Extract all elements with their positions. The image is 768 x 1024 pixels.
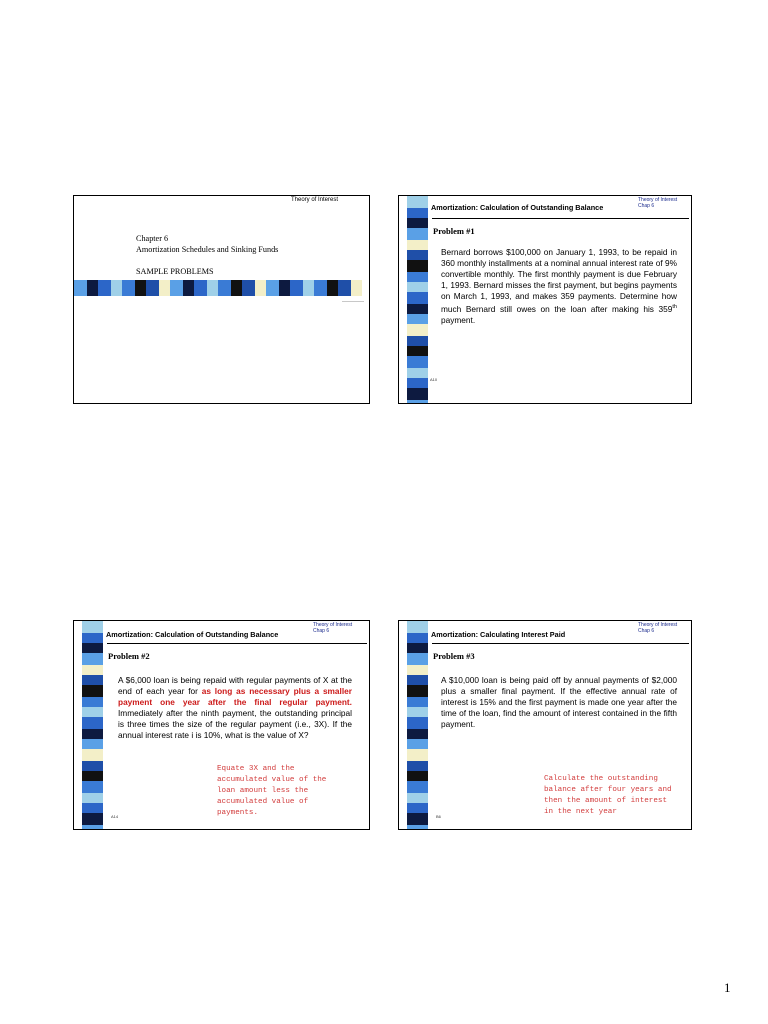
- strip-block: [122, 280, 135, 296]
- strip-block: [290, 280, 303, 296]
- decorative-strip: [407, 621, 428, 829]
- strip-block: [407, 739, 428, 749]
- slide-problem-1: [398, 195, 692, 404]
- strip-block: [407, 292, 428, 304]
- strip-block: [135, 280, 146, 296]
- slide-problem-2: [73, 620, 370, 830]
- strip-block: [407, 208, 428, 218]
- slide-title: [73, 195, 370, 404]
- strip-block: [82, 653, 103, 665]
- slide-title: Amortization: Calculation of Outstanding Balance: [431, 203, 604, 212]
- title-underline: [432, 643, 689, 644]
- page-number: 1: [724, 980, 731, 995]
- problem-title: Problem #3: [433, 651, 475, 661]
- strip-block: [407, 813, 428, 825]
- strip-block: [82, 717, 103, 729]
- strip-block: [407, 324, 428, 336]
- strip-block: [82, 739, 103, 749]
- strip-block: [82, 633, 103, 643]
- decorative-strip: [74, 280, 364, 296]
- strip-block: [82, 749, 103, 761]
- title-underline: [432, 218, 689, 219]
- strip-block: [82, 781, 103, 793]
- strip-block: [407, 781, 428, 793]
- strip-block: [279, 280, 290, 296]
- strip-block: [407, 240, 428, 250]
- strip-block: [82, 707, 103, 717]
- slide-header-text: Theory of Interest Chap 6: [313, 622, 353, 634]
- strip-block: [407, 282, 428, 292]
- strip-block: [183, 280, 194, 296]
- problem-text: A $6,000 loan is being repaid with regular payments of X at the end of each year for as long as necessary plus a smaller payment one year after the final regular payment. Immediately after the ninth payment, the outstanding principal is three times the size of the regular payment (i.e., 3X). If the annual interest rate i is 10%, what is the value of X?: [118, 675, 353, 741]
- strip-block: [407, 729, 428, 739]
- strip-block: [407, 388, 428, 400]
- strip-block: [407, 378, 428, 388]
- strip-block: [82, 813, 103, 825]
- strip-block: [82, 685, 103, 697]
- decorative-strip: [407, 196, 428, 403]
- strip-block: [407, 260, 428, 272]
- title-underline: [107, 643, 367, 644]
- strip-block: [407, 250, 428, 260]
- strip-block: [407, 336, 428, 346]
- hint-text: Equate 3X and the accumulated value of the loan amount less the accumulated value of payments.: [217, 765, 327, 818]
- strip-block: [407, 621, 428, 633]
- strip-block: [82, 761, 103, 771]
- chapter-label: Chapter 6: [136, 234, 169, 243]
- strip-block: [407, 761, 428, 771]
- strip-block: [407, 793, 428, 803]
- hint-text: Calculate the outstanding balance after four years and then the amount of interest in the next year: [544, 775, 672, 817]
- strip-block: [266, 280, 279, 296]
- slide-header-text: Theory of Interest: [291, 197, 339, 203]
- strip-block: [407, 697, 428, 707]
- problem-title: Problem #2: [108, 651, 150, 661]
- slide-id: B6: [436, 814, 441, 819]
- strip-block: [407, 346, 428, 356]
- strip-block: [87, 280, 98, 296]
- strip-block: [407, 643, 428, 653]
- strip-block: [407, 400, 428, 404]
- strip-block: [242, 280, 255, 296]
- strip-block: [407, 368, 428, 378]
- slide-title-block: [136, 233, 278, 277]
- strip-block: [82, 697, 103, 707]
- strip-block: [82, 675, 103, 685]
- sample-problems-heading: SAMPLE PROBLEMS: [136, 267, 214, 276]
- strip-block: [407, 749, 428, 761]
- strip-block: [82, 729, 103, 739]
- strip-block: [407, 675, 428, 685]
- strip-block: [303, 280, 314, 296]
- strip-block: [82, 621, 103, 633]
- strip-block: [111, 280, 122, 296]
- strip-block: [194, 280, 207, 296]
- strip-block: [314, 280, 327, 296]
- slide-title: Amortization: Calculation of Outstanding Balance: [106, 630, 279, 639]
- strip-block: [407, 653, 428, 665]
- strip-block: [407, 272, 428, 282]
- strip-block: [82, 793, 103, 803]
- problem-text: A $10,000 loan is being paid off by annual payments of $2,000 plus a smaller final payment. If the effective annual rate of interest is 15% and the first payment is made one year after the time of the loan, find the amount of interest contained in the fifth payment.: [441, 675, 677, 730]
- strip-block: [146, 280, 159, 296]
- strip-block: [407, 314, 428, 324]
- slide-header-text: Theory of Interest Chap 6: [638, 197, 678, 209]
- strip-block: [407, 304, 428, 314]
- strip-block: [407, 665, 428, 675]
- strip-block: [407, 633, 428, 643]
- strip-block: [338, 280, 351, 296]
- strip-block: [407, 685, 428, 697]
- strip-block: [407, 356, 428, 368]
- slide-problem-3: [398, 620, 692, 830]
- slide-id: A14: [111, 814, 119, 819]
- strip-block: [407, 228, 428, 240]
- strip-block: [82, 643, 103, 653]
- strip-block: [82, 665, 103, 675]
- strip-block: [82, 771, 103, 781]
- strip-block: [231, 280, 242, 296]
- strip-block: [407, 707, 428, 717]
- strip-block: [159, 280, 170, 296]
- slide-header-text: Theory of Interest Chap 6: [638, 622, 678, 634]
- strip-block: [98, 280, 111, 296]
- strip-block: [255, 280, 266, 296]
- strip-block: [407, 825, 428, 830]
- slide-title: Amortization: Calculating Interest Paid: [431, 630, 566, 639]
- strip-block: [82, 803, 103, 813]
- problem-text: Bernard borrows $100,000 on January 1, 1993, to be repaid in 360 monthly installments at a nominal annual interest rate of 9% convertible monthly. The first monthly payment is due February 1, 1993. Bernard misses the first payment, but begins payments on March 1, 1993, and makes 359 payments. Determine how much Bernard still owes on the loan after making his 359th payment.: [441, 247, 677, 326]
- strip-block: [407, 771, 428, 781]
- strip-block: [351, 280, 362, 296]
- decorative-strip: [82, 621, 103, 829]
- strip-block: [407, 218, 428, 228]
- chapter-subtitle: Amortization Schedules and Sinking Funds: [136, 245, 279, 254]
- strip-block: [327, 280, 338, 296]
- strip-block: [407, 717, 428, 729]
- problem-title: Problem #1: [433, 226, 475, 236]
- strip-block: [407, 803, 428, 813]
- strip-block: [407, 196, 428, 208]
- strip-block: [82, 825, 103, 830]
- strip-shadow-line: [342, 301, 364, 302]
- strip-block: [170, 280, 183, 296]
- strip-block: [74, 280, 87, 296]
- strip-block: [207, 280, 218, 296]
- slide-id: A10: [430, 377, 438, 382]
- strip-block: [218, 280, 231, 296]
